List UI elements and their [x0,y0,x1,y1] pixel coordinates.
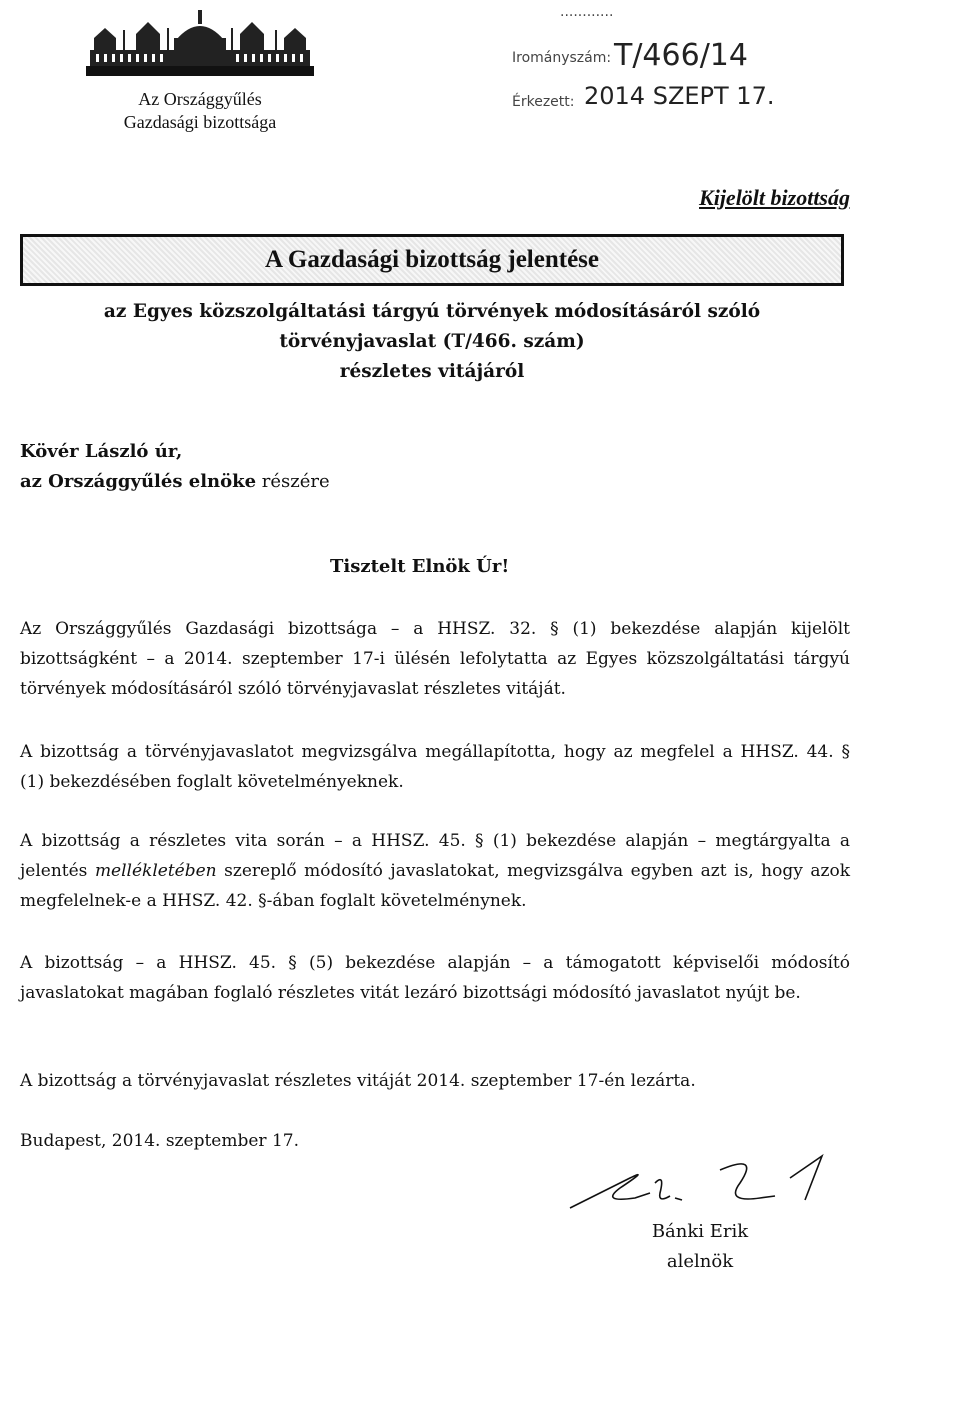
paragraph-4: A bizottság – a HHSZ. 45. § (5) bekezdése alapján – a támogatott képviselői módosító javaslatokat magában foglaló részletes vitát lezáró bizottsági módosító javaslatot nyújt be. [20,953,850,1003]
org-committee: Gazdasági bizottsága [123,112,277,132]
paragraph-3-before: A bizottság a részletes vita során – a HHSZ. 45. § (1) bekezdése alapján – megtárgyalta a jelentés [20,831,850,881]
stamp-irom-label: Irományszám: [512,50,612,66]
report-title-banner [20,234,844,286]
paragraph-3-emphasis: mellékletében [94,861,217,881]
subtitle-line: az Egyes közszolgáltatási tárgyú törvények módosításáról szóló [103,301,761,322]
place-date: Budapest, 2014. szeptember 17. [20,1131,299,1151]
addressee-role-rest: részére [256,471,330,492]
paragraph-5: A bizottság a törvényjavaslat részletes vitáját 2014. szeptember 17-én lezárta. [20,1071,696,1091]
committee-label: Kijelölt bizottság [699,185,850,210]
greeting: Tisztelt Elnök Úr! [330,556,510,577]
parliament-logo-icon [86,10,314,80]
paragraph-1: Az Országgyűlés Gazdasági bizottsága – a HHSZ. 32. § (1) bekezdése alapján kijelölt bizottságként – a 2014. szeptember 17-i ülésén lefolytatta az Egyes közszolgáltatási tárgyú törvények módosításáról szóló törvényjavaslat részletes vitáját. [20,619,850,699]
addressee [20,437,330,497]
stamp-erk-label: Érkezett: [512,94,575,110]
subtitle-line: részletes vitájáról [339,361,525,382]
stamp-top: ............ [560,4,614,20]
report-subtitle [20,297,844,387]
report-title: A Gazdasági bizottság jelentése [265,246,599,273]
addressee-name: Kövér László úr, [20,441,183,462]
subtitle-line: törvényjavaslat (T/466. szám) [279,331,585,352]
signer-name: Bánki Erik [651,1221,749,1242]
addressee-role: az Országgyűlés elnöke [20,471,257,492]
paragraph-3 [20,826,850,916]
stamp-irom-value: T/466/14 [614,38,748,73]
signature-icon [560,1148,840,1218]
stamp-erk-value: 2014 SZEPT 17. [584,82,775,110]
paragraph-2: A bizottság a törvényjavaslatot megvizsgálva megállapította, hogy az megfelel a HHSZ. 44. § (1) bekezdésében foglalt követelményeknek. [20,742,850,792]
org-name: Az Országgyűlés [138,89,262,109]
paragraph-3-after: szereplő módosító javaslatokat, megvizsgálva egyben azt is, hogy azok megfelelnek-e a HHSZ. 42. §-ában foglalt követelménynek. [20,861,850,911]
signer-role: alelnök [666,1251,734,1272]
